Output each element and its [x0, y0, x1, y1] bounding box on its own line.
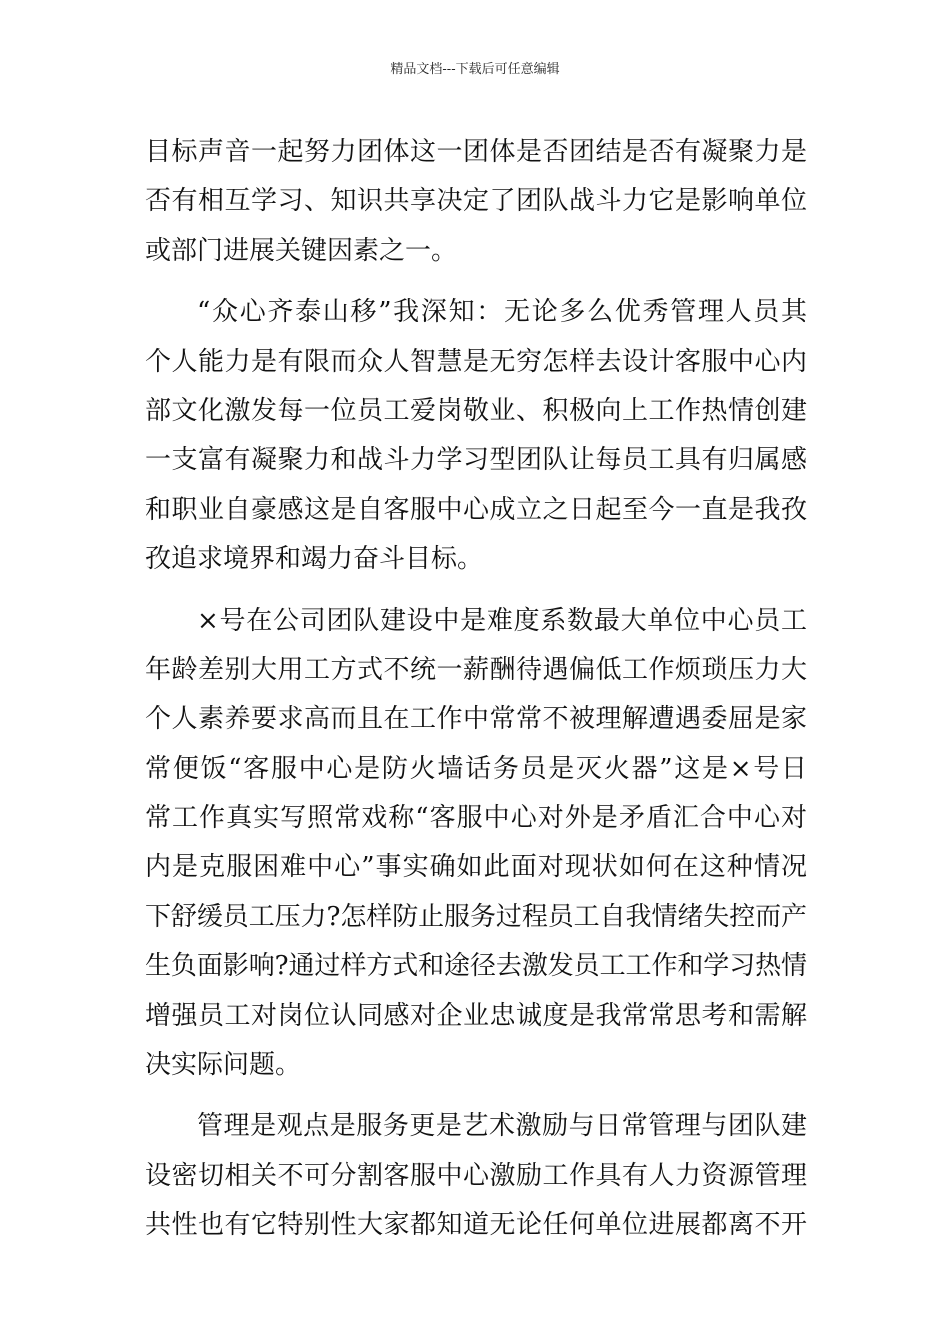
text-line: 或部门进展关键因素之一。: [145, 235, 458, 266]
text-line: 孜追求境界和竭力奋斗目标。: [145, 544, 484, 575]
text-line: 决实际问题。: [145, 1050, 302, 1081]
paragraph: [145, 1102, 807, 1250]
text-line: 个人能力是有限而众人智慧是无穷怎样去设计客服中心内: [145, 346, 807, 377]
text-line: 个人素养要求高而且在工作中常常不被理解遭遇委屈是家: [145, 704, 807, 735]
paragraph: [145, 128, 807, 276]
paragraph: [145, 288, 807, 584]
text-line: 年龄差别大用工方式不统一薪酬待遇偏低工作烦琐压力大: [145, 654, 807, 685]
text-line: 设密切相关不可分割客服中心激励工作具有人力资源管理: [145, 1160, 807, 1191]
page-header: 精品文档---下载后可任意编辑: [390, 62, 560, 77]
text-line: 内是克服困难中心”事实确如此面对现状如何在这种情况: [145, 852, 807, 883]
text-line: 一支富有凝聚力和战斗力学习型团队让每员工具有归属感: [145, 445, 807, 476]
text-line: 常工作真实写照常戏称“客服中心对外是矛盾汇合中心对: [145, 803, 807, 834]
text-line: 目标声音一起努力团体这一团体是否团结是否有凝聚力是: [145, 137, 807, 167]
text-line: 增强员工对岗位认同感对企业忠诚度是我常常思考和需解: [145, 1000, 807, 1031]
text-line: 和职业自豪感这是自客服中心成立之日起至今一直是我孜: [145, 494, 807, 525]
paragraph: [145, 597, 807, 1091]
text-line: ×号在公司团队建设中是难度系数最大单位中心员工: [197, 605, 807, 636]
text-line: 下舒缓员工压力?怎样防止服务过程员工自我情绪失控而产: [145, 901, 807, 932]
text-line: 常便饭“客服中心是防火墙话务员是灭火器”这是×号日: [145, 753, 807, 784]
text-line: 管理是观点是服务更是艺术激励与日常管理与团队建: [197, 1111, 807, 1142]
text-line: 部文化激发每一位员工爱岗敬业、积极向上工作热情创建: [145, 395, 807, 426]
document-body: [145, 128, 807, 1251]
text-line: 否有相互学习、知识共享决定了团队战斗力它是影响单位: [145, 186, 807, 217]
text-line: 共性也有它特别性大家都知道无论任何单位进展都离不开: [145, 1210, 807, 1241]
text-line: 生负面影响?通过样方式和途径去激发员工工作和学习热情: [145, 951, 807, 982]
text-line: “众心齐泰山移”我深知：无论多么优秀管理人员其: [197, 297, 807, 328]
